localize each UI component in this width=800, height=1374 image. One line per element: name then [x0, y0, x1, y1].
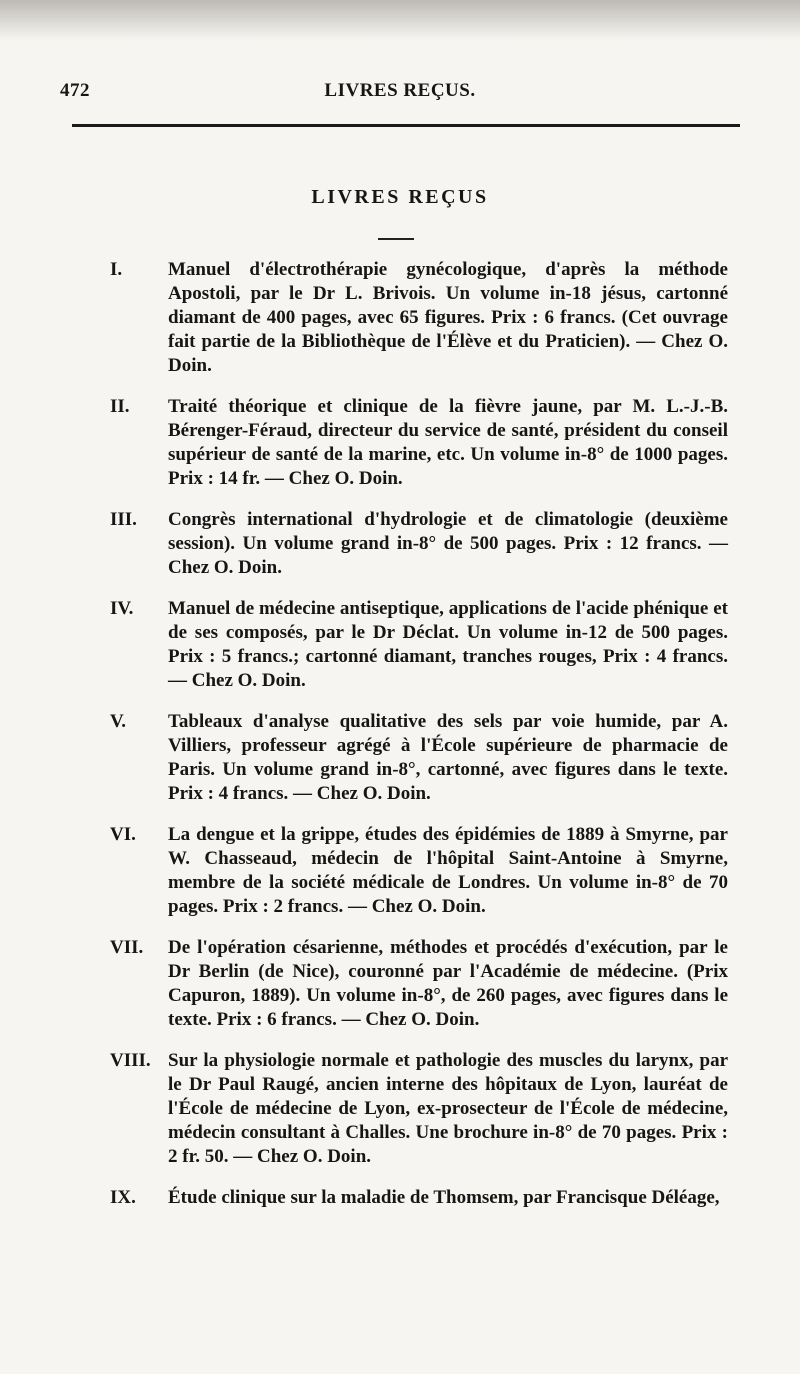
book-entry [110, 597, 728, 693]
entry-number: IX. [110, 1187, 136, 1208]
entry-text: Tableaux d'analyse qualitative des sels par voie humide, par A. Villiers, professeur agrégé à l'École supérieure de pharmacie de Paris. Un volume grand in-8°, cartonné, avec figures dans le texte. Prix : 4 francs. — Chez O. Doin. [168, 711, 728, 804]
entry-text: Étude clinique sur la maladie de Thomsem, par Francisque Déléage, [168, 1187, 720, 1208]
entry-number: VIII. [110, 1050, 151, 1071]
header-rule [72, 124, 740, 127]
book-list [0, 258, 800, 1227]
page-number: 472 [60, 80, 90, 101]
book-entry [110, 710, 728, 806]
book-entry [110, 936, 728, 1032]
book-entry [110, 1049, 728, 1169]
book-entry [110, 258, 728, 378]
book-entry [110, 823, 728, 919]
running-title: LIVRES REÇUS. [324, 80, 476, 101]
book-entry [110, 395, 728, 491]
entry-number: VII. [110, 937, 144, 958]
entry-text: Traité théorique et clinique de la fièvre jaune, par M. L.-J.-B. Bérenger-Féraud, directeur du service de santé, président du conseil supérieur de santé de la marine, etc. Un volume in-8° de 1000 pages. Prix : 14 fr. — Chez O. Doin. [168, 396, 728, 489]
entry-text: Manuel de médecine antiseptique, applications de l'acide phénique et de ses composés, par le Dr Déclat. Un volume in-12 de 500 pages. Prix : 5 francs.; cartonné diamant, tranches rouges, Prix : 4 francs. — Chez O. Doin. [168, 598, 728, 691]
section-title: LIVRES REÇUS [311, 186, 489, 208]
book-entry [110, 1186, 728, 1210]
running-head [60, 80, 740, 106]
entry-number: II. [110, 396, 130, 417]
entry-number: IV. [110, 598, 134, 619]
entry-text: La dengue et la grippe, études des épidémies de 1889 à Smyrne, par W. Chasseaud, médecin de l'hôpital Saint-Antoine à Smyrne, membre de la société médicale de Londres. Un volume in-8° de 70 pages. Prix : 2 francs. — Chez O. Doin. [168, 824, 728, 917]
entry-text: Congrès international d'hydrologie et de climatologie (deuxième session). Un volume grand in-8° de 500 pages. Prix : 12 francs. — Chez O. Doin. [168, 509, 728, 578]
entry-number: V. [110, 711, 127, 732]
scan-edge-shadow [0, 0, 800, 40]
entry-number: III. [110, 509, 137, 530]
entry-text: Manuel d'électrothérapie gynécologique, d'après la méthode Apostoli, par le Dr L. Brivois. Un volume in-18 jésus, cartonné diamant de 400 pages, avec 65 figures. Prix : 6 francs. (Cet ouvrage fait partie de la Bibliothèque de l'Élève et du Praticien). — Chez O. Doin. [168, 259, 728, 376]
entry-number: VI. [110, 824, 136, 845]
entry-number: I. [110, 259, 123, 280]
title-dash [378, 238, 414, 240]
entry-text: De l'opération césarienne, méthodes et procédés d'exécution, par le Dr Berlin (de Nice), couronné par l'Académie de médecine. (Prix Capuron, 1889). Un volume in-8°, de 260 pages, avec figures dans le texte. Prix : 6 francs. — Chez O. Doin. [168, 937, 728, 1030]
entry-text: Sur la physiologie normale et pathologie des muscles du larynx, par le Dr Paul Raugé, ancien interne des hôpitaux de Lyon, lauréat de l'École de médecine de Lyon, ex-prosecteur de l'École de médecine, médecin consultant à Challes. Une brochure in-8° de 70 pages. Prix : 2 fr. 50. — Chez O. Doin. [168, 1050, 728, 1167]
book-entry [110, 508, 728, 580]
